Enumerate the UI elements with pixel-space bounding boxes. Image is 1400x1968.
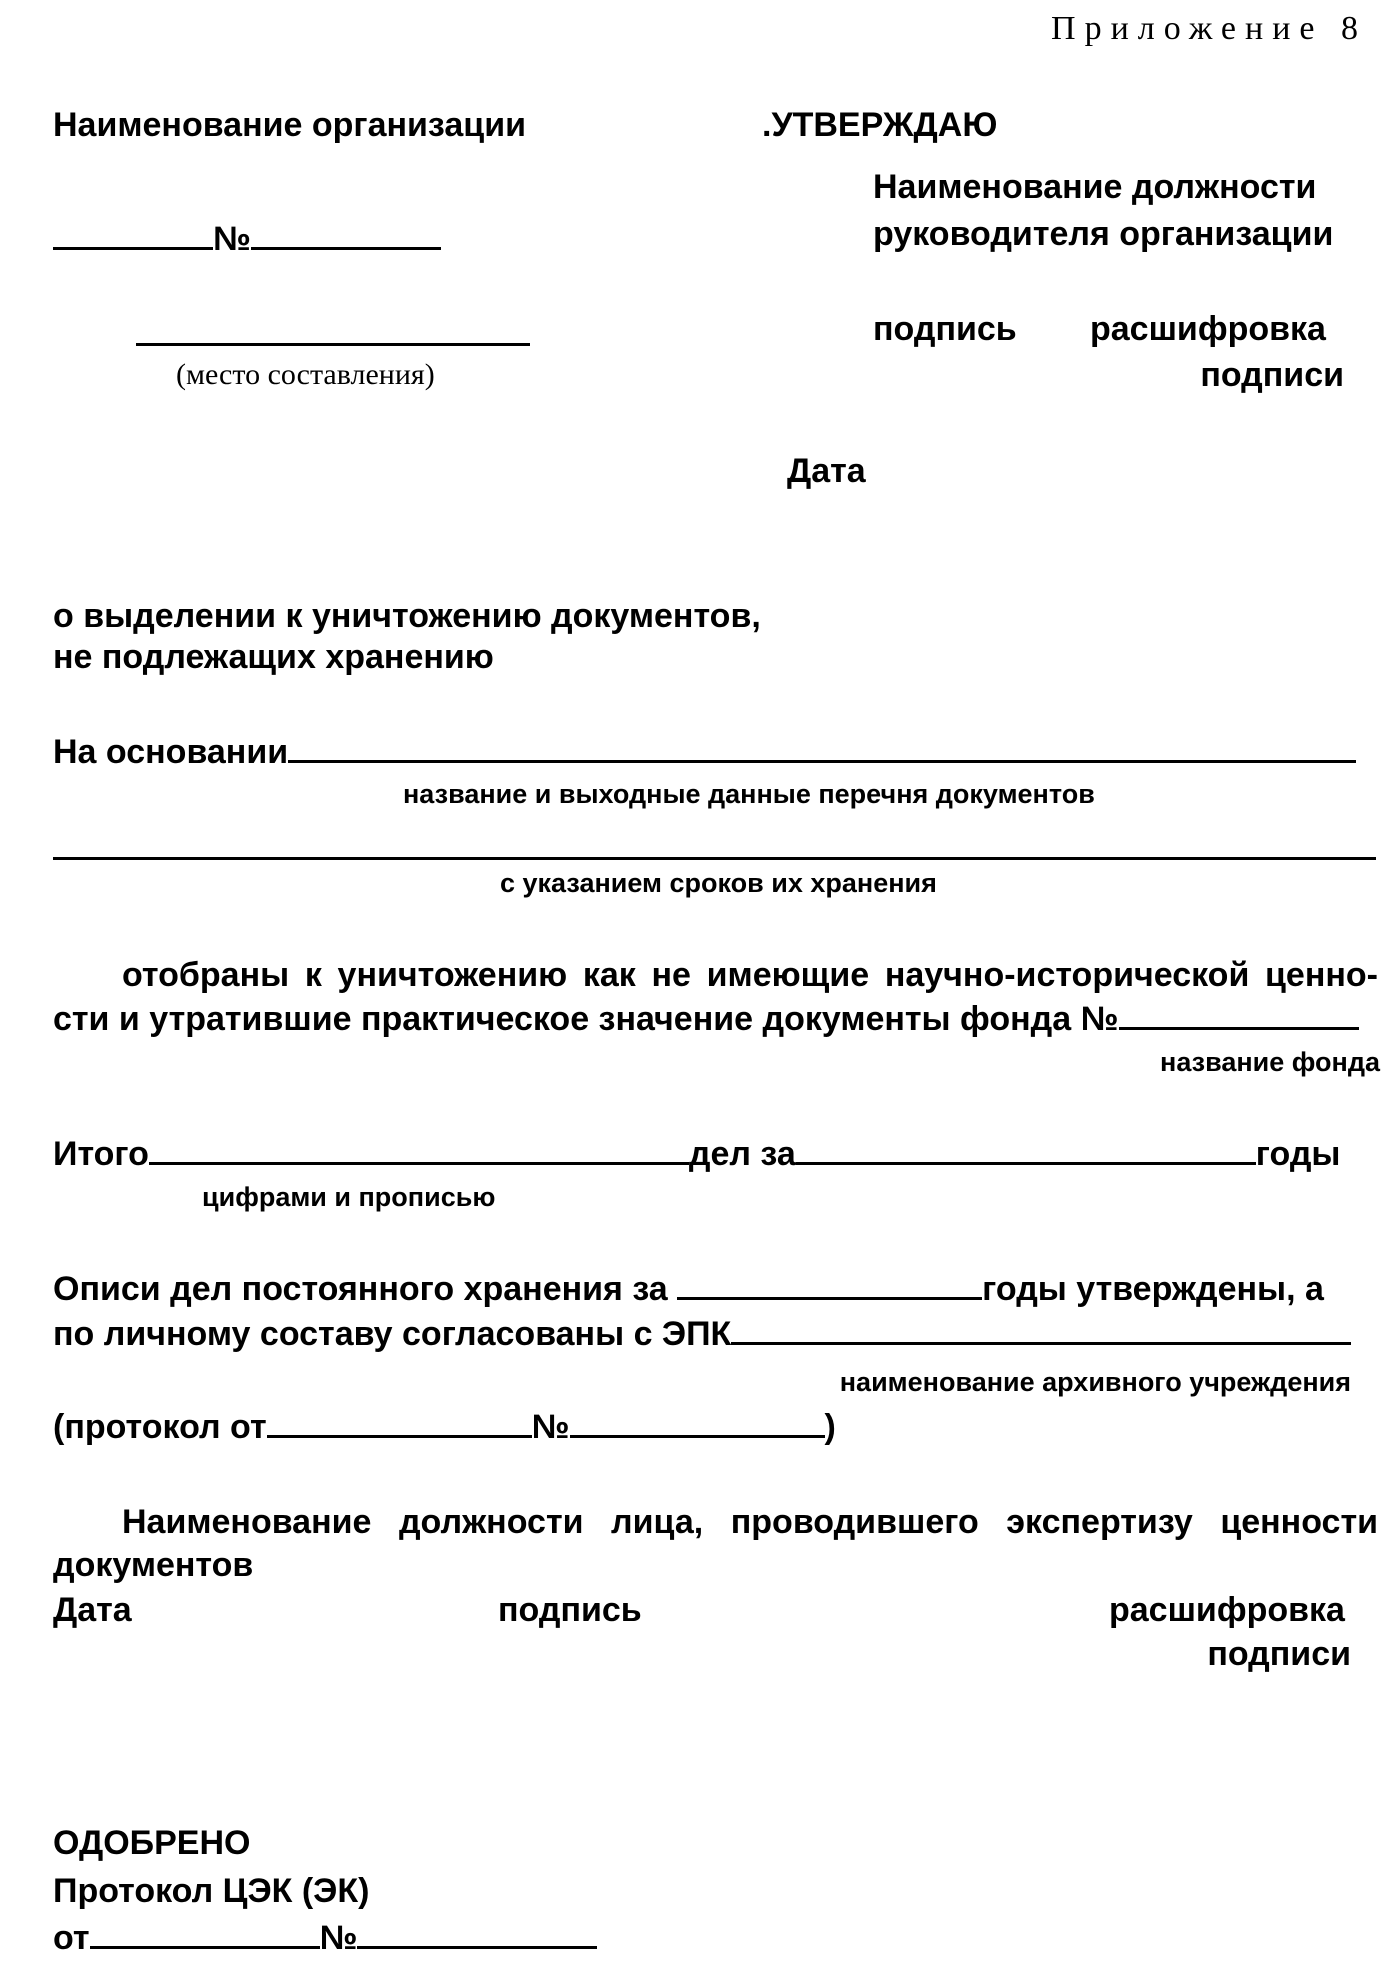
footer-number-sign: № xyxy=(319,1919,358,1957)
place-line xyxy=(136,343,530,346)
inventories-text-2: по личному составу согласованы с ЭПК xyxy=(53,1315,732,1353)
protocol-open: (протокол от xyxy=(53,1408,267,1446)
total-field xyxy=(53,1137,1340,1171)
total-hint: цифрами и прописью xyxy=(202,1182,496,1212)
expert-decoding-label: расшифровка xyxy=(1109,1591,1345,1629)
total-label: Итого xyxy=(53,1135,149,1173)
protocol-number-sign: № xyxy=(531,1408,570,1446)
organization-name: Наименование организации xyxy=(53,106,526,144)
terms-hint: с указанием сроков их хранения xyxy=(500,868,937,898)
head-position-2: руководителя организации xyxy=(873,215,1334,253)
basis-field xyxy=(53,735,1356,769)
approved-label: ОДОБРЕНО xyxy=(53,1824,251,1862)
approve-heading: .УТВЕРЖДАЮ xyxy=(762,106,998,144)
protocol-close: ) xyxy=(824,1408,836,1446)
from-label: от xyxy=(53,1919,90,1957)
number-sign: № xyxy=(213,220,251,258)
archive-hint: наименование архивного учреждения xyxy=(839,1367,1351,1397)
inventories-line-2 xyxy=(53,1317,1351,1351)
years-label: годы xyxy=(1255,1135,1341,1173)
cek-protocol-label: Протокол ЦЭК (ЭК) xyxy=(53,1872,370,1910)
expert-signature-label: подпись xyxy=(498,1591,642,1629)
expert-line-2: документов xyxy=(53,1546,254,1584)
appendix-label: Приложение 8 xyxy=(1051,10,1367,47)
inventories-text-1a: Описи дел постоянного хранения за xyxy=(53,1270,668,1308)
selected-line-2 xyxy=(53,1002,1359,1036)
basis-hint: название и выходные данные перечня документов xyxy=(403,779,1095,809)
act-title-line-1: о выделении к уничтожению документов, xyxy=(53,597,761,635)
inventories-text-1b: годы утверждены, а xyxy=(982,1270,1324,1308)
selected-text-2: сти и утратившие практическое значение документы фонда № xyxy=(53,1000,1119,1038)
basis-line-2 xyxy=(53,857,1376,860)
fund-hint: название фонда xyxy=(1160,1047,1380,1077)
head-position-1: Наименование должности xyxy=(873,168,1317,206)
inventories-line-1 xyxy=(53,1272,1324,1306)
selected-line-1: отобраны к уничтожению как не имеющие научно-исторической ценно- xyxy=(122,956,1378,994)
basis-label: На основании xyxy=(53,733,289,771)
head-decoding-label-2: подписи xyxy=(1200,356,1344,394)
document-number-field xyxy=(53,222,441,256)
head-decoding-label: расшифровка xyxy=(1090,310,1326,348)
act-title-line-2: не подлежащих хранению xyxy=(53,638,494,676)
protocol-field xyxy=(53,1410,836,1444)
head-signature-label: подпись xyxy=(873,310,1017,348)
expert-line-1: Наименование должности лица, проводившего экспертизу ценности xyxy=(122,1503,1378,1541)
cek-protocol-field xyxy=(53,1921,597,1955)
approve-date-label: Дата xyxy=(787,452,866,490)
cases-for-label: дел за xyxy=(688,1135,796,1173)
expert-decoding-label-2: подписи xyxy=(1207,1635,1351,1673)
expert-date-label: Дата xyxy=(53,1591,132,1629)
place-label: (место составления) xyxy=(176,358,435,391)
